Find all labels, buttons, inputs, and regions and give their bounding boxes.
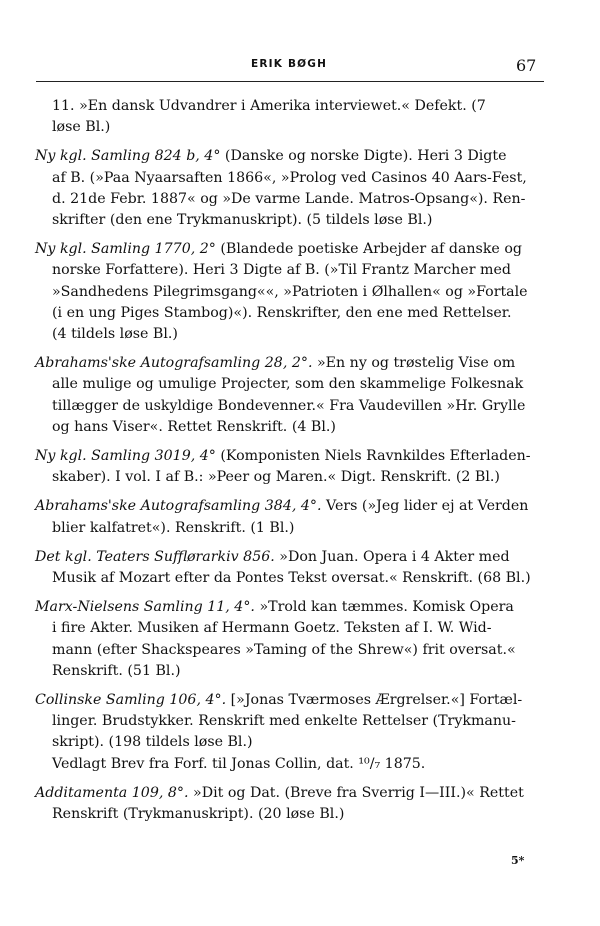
- entry-line: tillægger de uskyldige Bondevenner.« Fra Vaudevillen »Hr. Grylle: [52, 397, 526, 414]
- collection-reference: Ny kgl. Samling 1770, 2°: [35, 241, 216, 258]
- collection-reference: Abrahams'ske Autografsamling 28, 2°.: [35, 355, 313, 372]
- entry-line: Vedlagt Brev fra Forf. til Jonas Collin, dat. ¹⁰/₇ 1875.: [52, 755, 426, 772]
- list-item: [35, 146, 545, 231]
- list-item: [35, 239, 545, 345]
- collection-reference: Ny kgl. Samling 824 b, 4°: [35, 148, 221, 165]
- entry-line: »Dit og Dat. (Breve fra Sverrig I—III.)« Rettet: [188, 784, 524, 801]
- entry-line: skrifter (den ene Trykmanuskript). (5 tildels løse Bl.): [52, 212, 433, 229]
- entry-line: »Trold kan tæmmes. Komisk Opera: [254, 599, 514, 616]
- collection-reference: Ny kgl. Samling 3019, 4°: [35, 448, 216, 465]
- entry-line: (Blandede poetiske Arbejder af danske og: [215, 241, 522, 258]
- collection-reference: Additamenta 109, 8°.: [35, 784, 189, 801]
- entry-line: »Don Juan. Opera i 4 Akter med: [274, 548, 510, 565]
- entry-line: (Danske og norske Digte). Heri 3 Digte: [220, 148, 507, 165]
- list-item: [35, 783, 545, 825]
- header-rule: [36, 81, 544, 82]
- collection-reference: Det kgl. Teaters Sufflørarkiv 856.: [35, 548, 275, 565]
- collection-reference: Marx-Nielsens Samling 11, 4°.: [35, 599, 255, 616]
- entry-line: norske Forfattere). Heri 3 Digte af B. (»Til Frantz Marcher med: [52, 262, 511, 279]
- entry-line: skaber). I vol. I af B.: »Peer og Maren.« Digt. Renskrift. (2 Bl.): [52, 469, 500, 486]
- entry-line: [»Jonas Tværmoses Ærgrelser.«] Fortæl-: [226, 692, 523, 709]
- entry-line: løse Bl.): [52, 119, 111, 136]
- entry-line: d. 21de Febr. 1887« og »De varme Lande. Matros-Opsang«). Ren-: [52, 190, 526, 207]
- list-item: [35, 690, 545, 775]
- entry-line: Renskrift. (51 Bl.): [52, 662, 181, 679]
- page-number: 67: [516, 56, 537, 75]
- entry-list: [35, 96, 545, 833]
- list-item: [35, 597, 545, 682]
- entry-line: linger. Brudstykker. Renskrift med enkelte Rettelser (Trykmanu-: [52, 713, 516, 730]
- list-item: [35, 353, 545, 438]
- list-item: [35, 547, 545, 589]
- entry-line: (4 tildels løse Bl.): [52, 326, 178, 343]
- entry-line: »Sandhedens Pilegrimsgang««, »Patrioten i Ølhallen« og »Fortale: [52, 283, 528, 300]
- entry-line: blier kalfatret«). Renskrift. (1 Bl.): [52, 519, 295, 536]
- entry-line: af B. (»Paa Nyaarsaften 1866«, »Prolog ved Casinos 40 Aars-Fest,: [52, 169, 527, 186]
- entry-line: Renskrift (Trykmanuskript). (20 løse Bl.): [52, 806, 345, 823]
- signature-mark: 5*: [511, 854, 525, 867]
- entry-line: (i en ung Piges Stambog)«). Renskrifter, den ene med Rettelser.: [52, 304, 512, 321]
- entry-line: Vers (»Jeg lider ej at Verden: [321, 498, 529, 515]
- list-item: [35, 496, 545, 538]
- collection-reference: Collinske Samling 106, 4°.: [35, 692, 227, 709]
- entry-line: i fire Akter. Musiken af Hermann Goetz. Teksten af I. W. Wid-: [52, 620, 492, 637]
- entry-line: og hans Viser«. Rettet Renskrift. (4 Bl.): [52, 418, 336, 435]
- entry-line: »En ny og trøstelig Vise om: [312, 355, 516, 372]
- list-item: [35, 96, 545, 138]
- entry-line: skript). (198 tildels løse Bl.): [52, 734, 253, 751]
- list-item: [35, 446, 545, 488]
- entry-line: 11. »En dansk Udvandrer i Amerika interviewet.« Defekt. (7: [52, 98, 486, 114]
- entry-line: mann (efter Shackspeares »Taming of the Shrew«) frit oversat.«: [52, 641, 516, 658]
- entry-line: alle mulige og umulige Projecter, som den skammelige Folkesnak: [52, 376, 524, 393]
- running-header-author: ERIK BØGH: [251, 58, 328, 70]
- collection-reference: Abrahams'ske Autografsamling 384, 4°.: [35, 498, 322, 515]
- entry-line: Musik af Mozart efter da Pontes Tekst oversat.« Renskrift. (68 Bl.): [52, 570, 531, 587]
- entry-line: (Komponisten Niels Ravnkildes Efterladen-: [215, 448, 531, 465]
